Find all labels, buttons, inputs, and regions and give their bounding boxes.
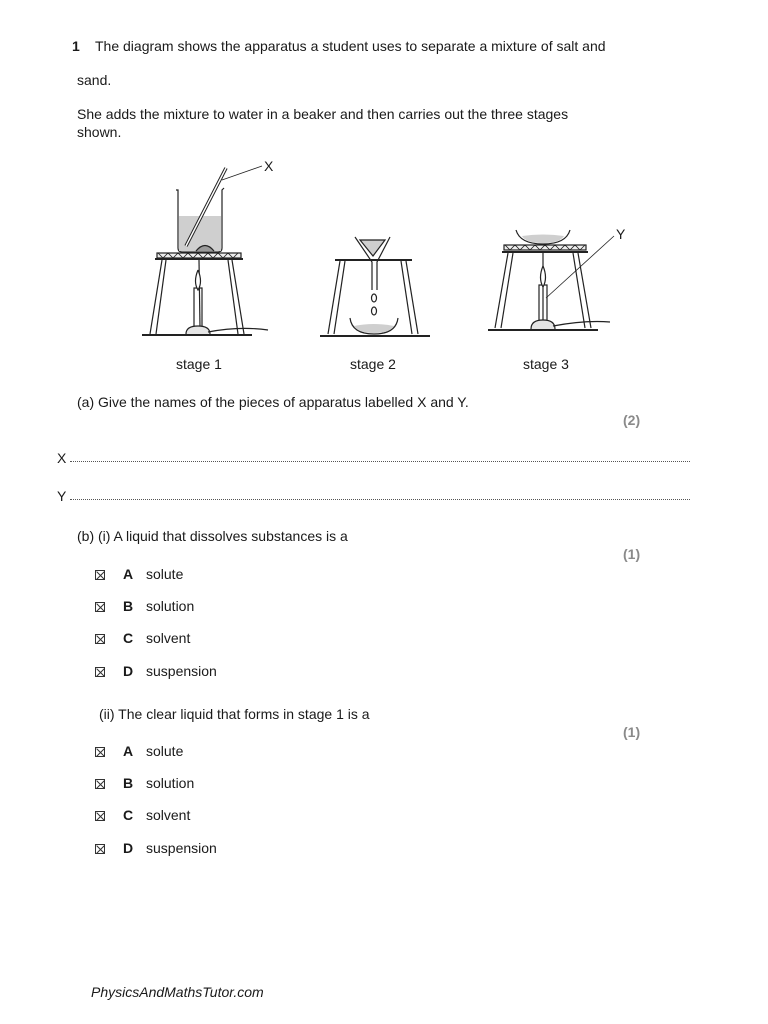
part-b-i-question: (b) (i) A liquid that dissolves substances is a (77, 528, 348, 544)
option-letter: A (123, 743, 134, 759)
option-text: solvent (146, 807, 191, 823)
question-number: 1 (72, 38, 80, 54)
part-a-marks: (2) (623, 412, 641, 428)
part-b-i-marks: (1) (623, 546, 641, 562)
intro-line-4: shown. (77, 124, 122, 140)
part-a-question: (a) Give the names of the pieces of apparatus labelled X and Y. (77, 394, 469, 410)
option-checkbox[interactable] (95, 570, 105, 580)
option-checkbox[interactable] (95, 747, 105, 757)
option-checkbox[interactable] (95, 667, 105, 677)
option-text: solution (146, 598, 195, 614)
diagram-label-y: Y (616, 226, 626, 242)
stage-1-label: stage 1 (176, 356, 222, 372)
option-text: solute (146, 566, 184, 582)
stage3-apparatus (488, 230, 610, 330)
option-text: solvent (146, 630, 191, 646)
option-letter: B (123, 775, 134, 791)
answer-y-line[interactable] (70, 499, 690, 500)
option-letter: B (123, 598, 134, 614)
option-text: suspension (146, 663, 217, 679)
apparatus-diagram (0, 0, 768, 400)
option-checkbox[interactable] (95, 779, 105, 789)
option-checkbox[interactable] (95, 811, 105, 821)
intro-line-1: The diagram shows the apparatus a student uses to separate a mixture of salt and (95, 38, 606, 54)
option-text: solute (146, 743, 184, 759)
option-checkbox[interactable] (95, 634, 105, 644)
option-checkbox[interactable] (95, 844, 105, 854)
intro-line-2: sand. (77, 72, 112, 88)
footer-site-name: PhysicsAndMathsTutor.com (91, 984, 264, 1000)
answer-y-label: Y (57, 488, 67, 504)
stage-2-label: stage 2 (350, 356, 396, 372)
answer-x-label: X (57, 450, 67, 466)
stage2-apparatus (320, 237, 430, 336)
option-letter: A (123, 566, 134, 582)
stage-3-label: stage 3 (523, 356, 569, 372)
label-x-pointer (222, 166, 262, 180)
option-letter: D (123, 663, 134, 679)
part-b-ii-marks: (1) (623, 724, 641, 740)
answer-x-line[interactable] (70, 461, 690, 462)
option-letter: C (123, 630, 134, 646)
diagram-label-x: X (264, 158, 274, 174)
option-text: solution (146, 775, 195, 791)
option-letter: C (123, 807, 134, 823)
option-letter: D (123, 840, 134, 856)
intro-line-3: She adds the mixture to water in a beaker and then carries out the three stages (77, 106, 569, 122)
option-text: suspension (146, 840, 217, 856)
option-checkbox[interactable] (95, 602, 105, 612)
stage1-apparatus (142, 168, 268, 335)
part-b-ii-question: (ii) The clear liquid that forms in stage 1 is a (99, 706, 370, 722)
